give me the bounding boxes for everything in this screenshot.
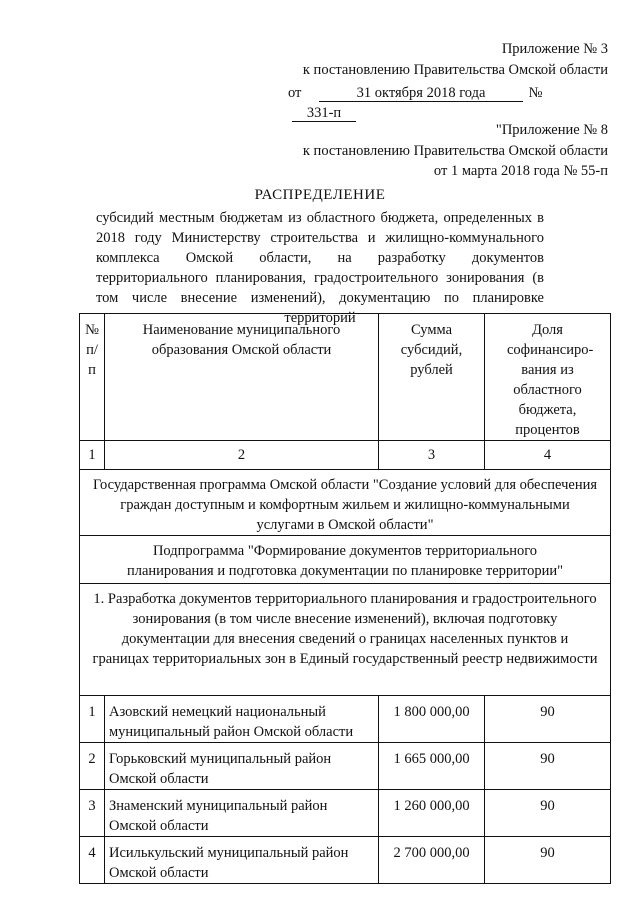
- table-row: [80, 743, 611, 790]
- section-cell: 1. Разработка документов территориального планирования и градостроительного зонирования (в том числе внесение изменений), включая подготовку документации для внесения сведений о границах населенных пунктов и границах территориальных зон в Единый государственный реестр недвижимости: [80, 584, 611, 696]
- row-sum: 1 800 000,00: [379, 696, 485, 743]
- program-cell: Государственная программа Омской области "Создание условий для обеспечения граждан доступным и комфортным жильем и жилищно-коммунальными услугами в Омской области": [80, 470, 611, 536]
- row-share: 90: [485, 790, 611, 837]
- program-row: [80, 470, 611, 536]
- section-row: [80, 584, 611, 696]
- appendix-3-label: Приложение № 3: [501, 41, 608, 57]
- row-share: 90: [485, 743, 611, 790]
- distribution-table: [79, 313, 611, 884]
- row-name: Горьковский муниципальный район Омской области: [105, 743, 379, 790]
- resolution-number: 331-п: [292, 105, 356, 122]
- table-row: [80, 696, 611, 743]
- numbering-cell: 1: [80, 441, 105, 470]
- numbering-row: [80, 441, 611, 470]
- from-label: от: [288, 85, 302, 101]
- subprogram-cell: Подпрограмма "Формирование документов территориального планирования и подготовка документации по планировке территории": [80, 536, 611, 584]
- row-name: Исилькульский муниципальный район Омской области: [105, 837, 379, 884]
- table-row: [80, 790, 611, 837]
- row-sum: 2 700 000,00: [379, 837, 485, 884]
- number-label: №: [528, 85, 543, 101]
- row-sum: 1 665 000,00: [379, 743, 485, 790]
- resolution-date: 31 октября 2018 года: [319, 85, 523, 102]
- header-num: № п/п: [80, 314, 105, 441]
- row-num: 4: [80, 837, 105, 884]
- resolution-reference-2: к постановлению Правительства Омской области: [302, 143, 608, 159]
- header-sum: Сумма субсидий, рублей: [379, 314, 485, 441]
- row-sum: 1 260 000,00: [379, 790, 485, 837]
- document-title: РАСПРЕДЕЛЕНИЕ: [254, 187, 386, 203]
- numbering-cell: 3: [379, 441, 485, 470]
- resolution-date-line: [288, 83, 608, 123]
- header-name: Наименование муниципального образования Омской области: [105, 314, 379, 441]
- resolution-reference-1: к постановлению Правительства Омской области: [302, 62, 608, 78]
- row-share: 90: [485, 837, 611, 884]
- row-num: 3: [80, 790, 105, 837]
- earlier-resolution: от 1 марта 2018 года № 55-п: [433, 163, 608, 179]
- row-num: 2: [80, 743, 105, 790]
- document-subtitle: субсидий местным бюджетам из областного бюджета, определенных в 2018 году Министерству строительства и жилищно-коммунального комплекса Омской области, на разработку документов территориального планирования, градостроительного зонирования (в том числе внесение изменений), документацию по планировке территорий: [96, 210, 544, 326]
- numbering-cell: 2: [105, 441, 379, 470]
- row-name: Знаменский муниципальный район Омской области: [105, 790, 379, 837]
- row-num: 1: [80, 696, 105, 743]
- row-share: 90: [485, 696, 611, 743]
- header-share: Доля софинансиро-вания из областного бюджета, процентов: [485, 314, 611, 441]
- subprogram-row: [80, 536, 611, 584]
- row-name: Азовский немецкий национальный муниципальный район Омской области: [105, 696, 379, 743]
- numbering-cell: 4: [485, 441, 611, 470]
- table-header-row: [80, 314, 611, 441]
- appendix-8-label: "Приложение № 8: [495, 122, 608, 138]
- table-row: [80, 837, 611, 884]
